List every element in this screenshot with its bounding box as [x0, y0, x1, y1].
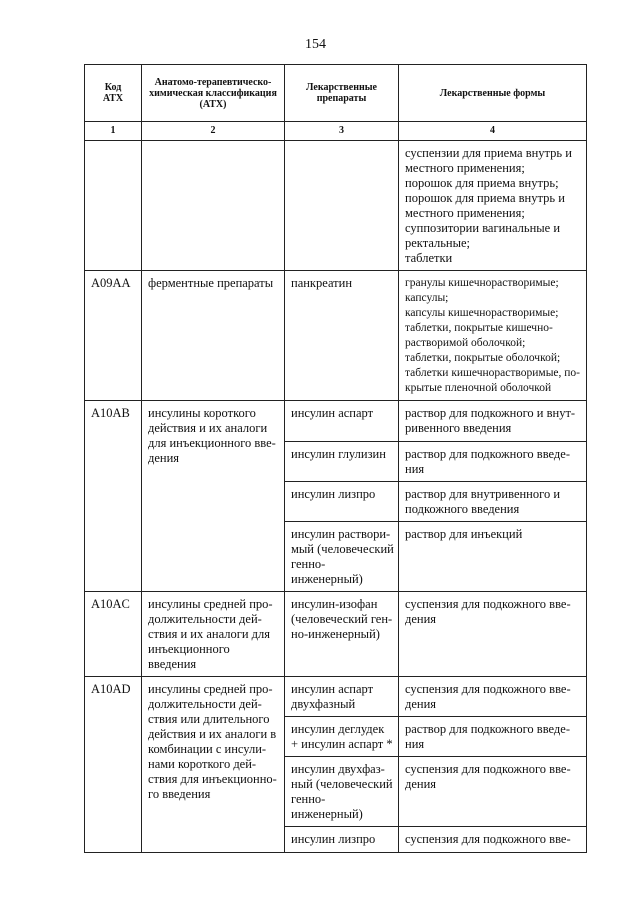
drug-name: панкреатин	[285, 271, 399, 401]
drug-name: инсулин лизпро	[285, 827, 399, 853]
column-number: 3	[285, 122, 399, 141]
atx-classification: инсулины короткого действия и их аналоги для инъекционного вве- дения	[142, 401, 285, 592]
drug-forms: суспензия для подкожного вве- дения	[399, 677, 587, 717]
header-classification: Анатомо-терапевтическо- химическая классификация (АТХ)	[142, 65, 285, 122]
drug-name: инсулин двухфаз- ный (человеческий генно- инженерный)	[285, 757, 399, 827]
header-forms: Лекарственные формы	[399, 65, 587, 122]
drug-forms: раствор для подкожного введе- ния	[399, 717, 587, 757]
drug-forms: гранулы кишечнорастворимые; капсулы; капсулы кишечнорастворимые; таблетки, покрытые кишечно- растворимой оболочкой; таблетки, покрытые оболочкой; таблетки кишечнорастворимые, по- крытые пленочной оболочкой	[399, 271, 587, 401]
column-number: 2	[142, 122, 285, 141]
atx-classification: инсулины средней про- должительности дей- ствия или длительного действия и их аналоги в комбинации с инсули- нами короткого дей- ствия для инъекционно- го введения	[142, 677, 285, 853]
drug-name: инсулин аспарт двухфазный	[285, 677, 399, 717]
drug-name: инсулин раствори- мый (человеческий генно- инженерный)	[285, 522, 399, 592]
page-number: 154	[305, 37, 326, 52]
column-number: 1	[85, 122, 142, 141]
atx-classification: инсулины средней про- должительности дей- ствия и их аналоги для инъекционного введения	[142, 592, 285, 677]
drug-name: инсулин аспарт	[285, 401, 399, 442]
atx-classification: ферментные препараты	[142, 271, 285, 401]
table-row	[85, 401, 587, 442]
drug-forms: суспензия для подкожного вве-	[399, 827, 587, 853]
drug-name: инсулин деглудек + инсулин аспарт *	[285, 717, 399, 757]
atx-code: A10AB	[85, 401, 142, 592]
atx-code	[85, 141, 142, 271]
header-drugs: Лекарственные препараты	[285, 65, 399, 122]
column-number-row	[85, 122, 587, 141]
drug-name: инсулин-изофан (человеческий ген- но-инженерный)	[285, 592, 399, 677]
drug-forms: раствор для инъекций	[399, 522, 587, 592]
atx-code: A10AC	[85, 592, 142, 677]
header-code: Код АТХ	[85, 65, 142, 122]
drug-name: инсулин глулизин	[285, 442, 399, 482]
drug-name: инсулин лизпро	[285, 482, 399, 522]
table-row	[85, 677, 587, 717]
atx-classification	[142, 141, 285, 271]
drug-forms: раствор для подкожного и внут- ривенного введения	[399, 401, 587, 442]
drug-forms: раствор для подкожного введе- ния	[399, 442, 587, 482]
table-row	[85, 592, 587, 677]
atx-table	[84, 64, 587, 853]
drug-name	[285, 141, 399, 271]
drug-forms: суспензия для подкожного вве- дения	[399, 757, 587, 827]
drug-forms: раствор для внутривенного и подкожного введения	[399, 482, 587, 522]
drug-forms: суспензии для приема внутрь и местного применения; порошок для приема внутрь; порошок для приема внутрь и местного применения; суппозитории вагинальные и ректальные; таблетки	[399, 141, 587, 271]
table-row	[85, 271, 587, 401]
atx-code: A10AD	[85, 677, 142, 853]
atx-code: A09AA	[85, 271, 142, 401]
table-row	[85, 141, 587, 271]
header-row	[85, 65, 587, 122]
drug-forms: суспензия для подкожного вве- дения	[399, 592, 587, 677]
column-number: 4	[399, 122, 587, 141]
